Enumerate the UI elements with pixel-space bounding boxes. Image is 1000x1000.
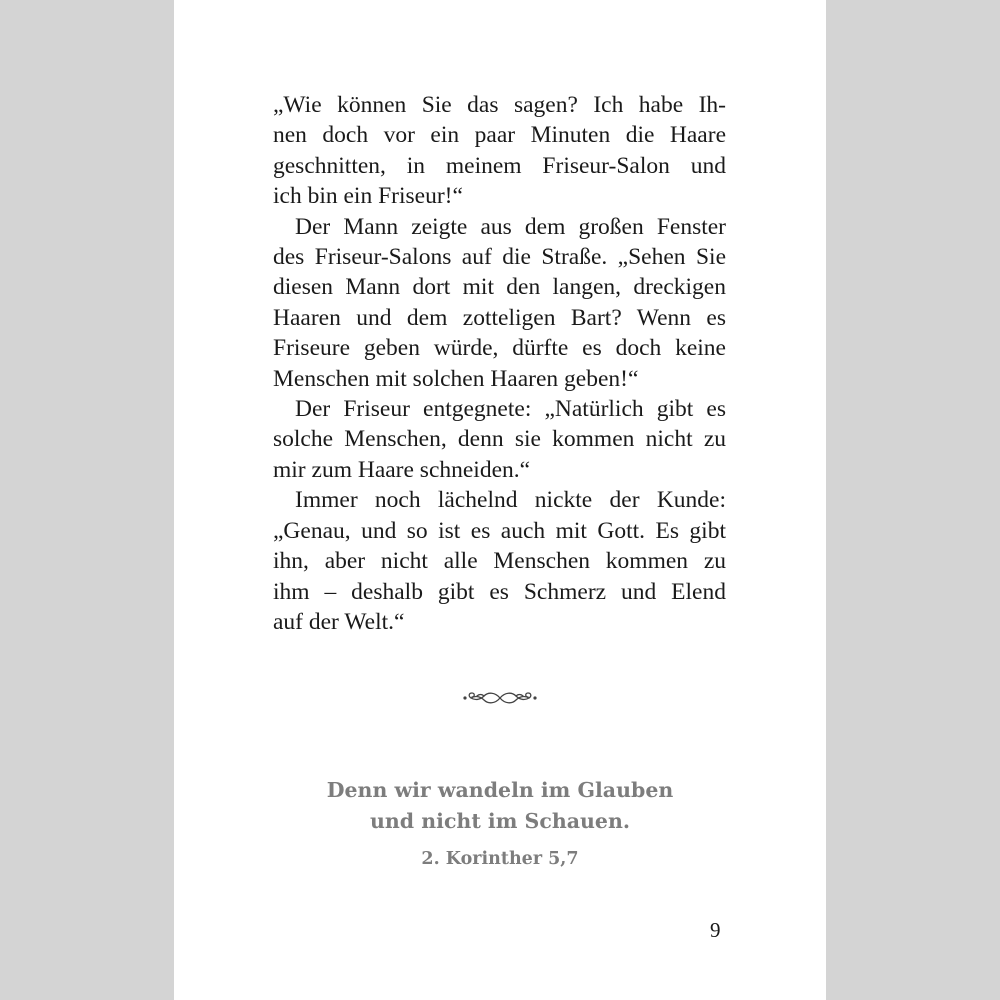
verse-line: Denn wir wandeln im Glauben	[326, 778, 674, 802]
text-line: „Genau, und so ist es auch mit Gott. Es gibt	[273, 517, 726, 544]
text-line: Menschen mit solchen Haaren geben!“	[273, 365, 639, 392]
text-line: mir zum Haare schneiden.“	[273, 456, 531, 483]
body-text	[273, 90, 726, 637]
text-line: des Friseur-Salons auf die Straße. „Sehen Sie	[273, 244, 726, 271]
text-line: Friseure geben würde, dürfte es doch keine	[273, 335, 726, 362]
text-line: Haaren und dem zotteligen Bart? Wenn es	[273, 304, 726, 331]
text-line: nen doch vor ein paar Minuten die Haare	[273, 122, 726, 149]
text-line: Der Mann zeigte aus dem großen Fenster	[295, 213, 726, 240]
page-number: 9	[710, 918, 721, 942]
text-line: diesen Mann dort mit den langen, dreckigen	[273, 274, 726, 301]
text-line: auf der Welt.“	[273, 608, 405, 635]
verse-text	[174, 775, 826, 837]
text-line: Der Friseur entgegnete: „Natürlich gibt es	[295, 396, 726, 423]
verse-line: und nicht im Schauen.	[369, 809, 631, 833]
text-line: geschnitten, in meinem Friseur-Salon und	[273, 152, 726, 179]
book-page	[174, 0, 826, 1000]
verse-reference: 2. Korinther 5,7	[421, 849, 579, 869]
text-line: „Wie können Sie das sagen? Ich habe Ih-	[273, 92, 726, 118]
text-line: ihm – deshalb gibt es Schmerz und Elend	[273, 578, 726, 605]
flourish-ornament-icon	[462, 688, 538, 708]
text-line: ihn, aber nicht alle Menschen kommen zu	[273, 548, 726, 575]
text-line: ich bin ein Friseur!“	[273, 183, 463, 210]
bible-verse	[174, 775, 826, 872]
text-line: solche Menschen, denn sie kommen nicht zu	[273, 426, 726, 453]
text-line: Immer noch lächelnd nickte der Kunde:	[295, 487, 726, 514]
